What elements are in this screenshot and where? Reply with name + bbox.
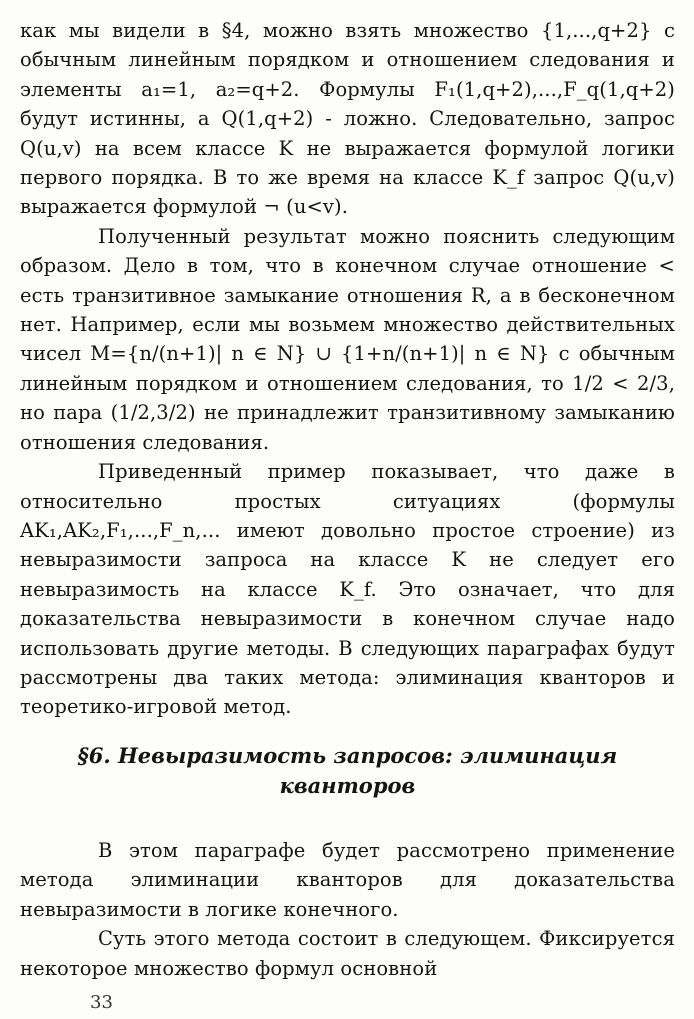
paragraph-1: как мы видели в §4, можно взять множество {1,...,q+2} с обычным линейным порядком и отношением следования и элементы a₁=1, a₂=q+2. Формулы F₁(1,q+2),...,F_q(1,q+2) будут истинны, а Q(1,q+2) - ложно. Следовательно, запрос Q(u,v) на всем классе K не выражается формулой логики первого порядка. В то же время на классе K_f запрос Q(u,v) выражается формулой ¬ (u<v).: [20, 19, 675, 219]
paragraph-4: В этом параграфе будет рассмотрено применение метода элиминации кванторов для доказательства невыразимости в логике конечного.: [20, 839, 675, 921]
page-number: 33: [90, 992, 113, 1013]
paragraph-3: Приведенный пример показывает, что даже в относительно простых ситуациях (формулы AK₁,AK₂,F₁,...,F_n,... имеют довольно простое строение) из невыразимости запроса на классе K не следует его невыразимость на классе K_f. Это означает, что для доказательства невыразимости в конечном случае надо использовать другие методы. В следующих параграфах будут рассмотрены два таких метода: элиминация кванторов и теоретико-игровой метод.: [20, 460, 675, 719]
text-block-top: [20, 16, 675, 722]
section-heading: §6. Невыразимость запросов: элиминация кванторов: [77, 743, 618, 798]
paragraph-2: Полученный результат можно пояснить следующим образом. Дело в том, что в конечном случае отношение < есть транзитивное замыкание отношения R, а в бесконечном нет. Например, если мы возьмем множество действительных чисел M={n/(n+1)| n ∈ N} ∪ {1+n/(n+1)| n ∈ N} с обычным линейным порядком и отношением следования, то 1/2 < 2/3, но пара (1/2,3/2) не принадлежит транзитивному замыканию отношения следования.: [20, 224, 675, 454]
text-block-bottom: [20, 836, 675, 983]
paragraph-5: Суть этого метода состоит в следующем. Фиксируется некоторое множество формул основной: [20, 927, 675, 980]
